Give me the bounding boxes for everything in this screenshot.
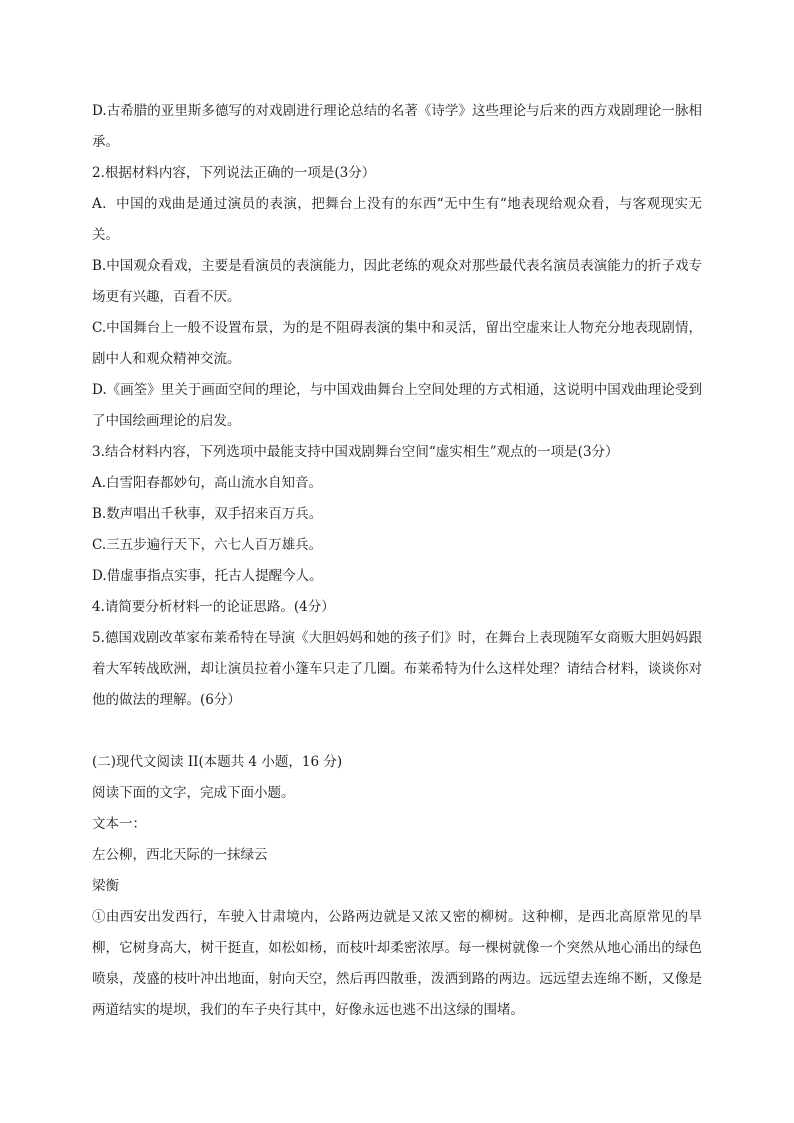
option-b-q3: B.数声唱出千秋事，双手招来百万兵。 — [92, 506, 323, 522]
question-3: 3.结合材料内容，下列选项中最能支持中国戏剧舞台空间“虚实相生”观点的一项是(3分） — [92, 444, 619, 460]
option-d-q3: D.借虚事指点实事，托古人提醒今人。 — [92, 568, 323, 584]
option-b-q2: B.中国观众看戏，主要是看演员的表演能力，因此老练的观众对那些最代表名演员表演能力的折子戏专场更有兴趣，百看不厌。 — [92, 258, 702, 305]
option-d-q2: D.《画筌》里关于画面空间的理论，与中国戏曲舞台上空间处理的方式相通，这说明中国戏曲理论受到了中国绘画理论的启发。 — [92, 382, 702, 429]
article-paragraph-1: ①由西安出发西行，车驶入甘肃境内，公路两边就是又浓又密的柳树。这种柳，是西北高原常见的旱柳，它树身高大，树干挺直，如松如杨，而枝叶却柔密浓厚。每一棵树就像一个突然从地心涌出的绿色喷泉，茂盛的枝叶冲出地面，射向天空，然后再四散垂，泼洒到路的两边。远远望去连绵不断，又像是两道结实的堤坝，我们的车子央行其中，好像永远也逃不出这绿的围堵。 — [92, 909, 702, 1018]
article-author: 梁衡 — [92, 878, 119, 894]
question-5: 5.德国戏剧改革家布莱希特在导演《大胆妈妈和她的孩子们》时，在舞台上表现随军女商贩大胆妈妈跟着大军转战欧洲，却让演员拉着小篷车只走了几圈。布莱希特为什么这样处理？请结合材料，谈谈你对他的做法的理解。(6分） — [92, 630, 702, 708]
text-one-label: 文本一： — [92, 816, 146, 832]
instruction: 阅读下面的文字，完成下面小题。 — [92, 785, 295, 801]
article-title: 左公柳，西北天际的一抹绿云 — [92, 847, 268, 863]
option-a-q3: A.白雪阳春都妙句，高山流水自知音。 — [92, 475, 323, 491]
document-body — [92, 96, 702, 1026]
question-2: 2.根据材料内容，下列说法正确的一项是(3分） — [92, 165, 376, 181]
option-c-q3: C.三五步遍行天下，六七人百万雄兵。 — [92, 537, 323, 553]
option-c-q2: C.中国舞台上一般不设置布景，为的是不阻碍表演的集中和灵活，留出空虚来让人物充分地表现剧情，剧中人和观众精神交流。 — [92, 320, 702, 367]
section-heading: (二)现代文阅读 II(本题共 4 小题，16 分) — [92, 754, 343, 770]
option-a-q2: A．中国的戏曲是通过演员的表演，把舞台上没有的东西“无中生有“地表现给观众看，与客观现实无关。 — [92, 196, 702, 243]
option-d-q1: D.古希腊的亚里斯多德写的对戏剧进行理论总结的名著《诗学》这些理论与后来的西方戏剧理论一脉相承。 — [92, 103, 702, 150]
question-4: 4.请简要分析材料一的论证思路。(4分） — [92, 599, 335, 615]
section-gap — [92, 716, 702, 747]
